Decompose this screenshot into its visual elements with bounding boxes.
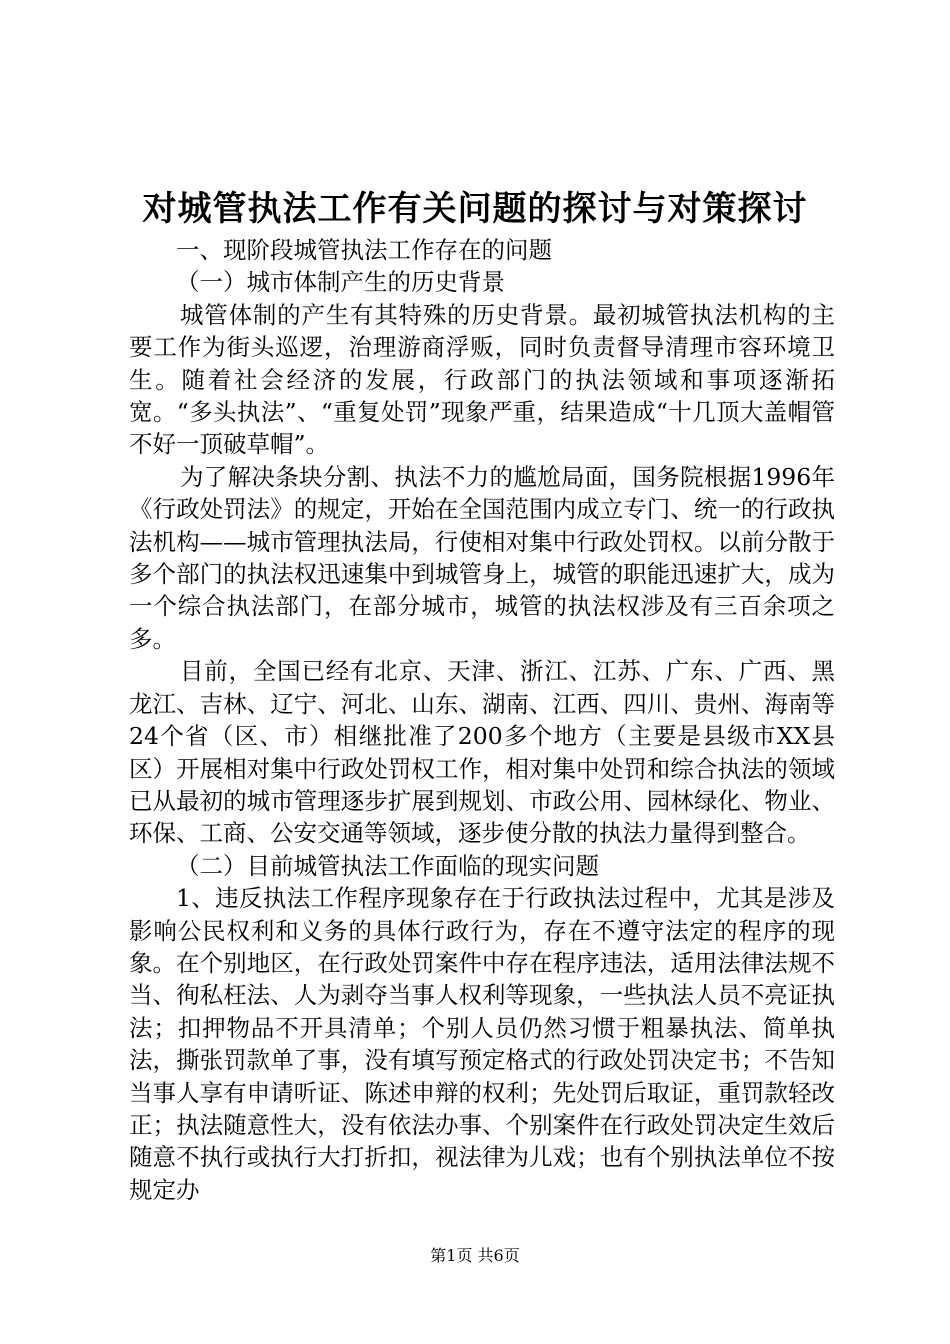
paragraph: 为了解决条块分割、执法不力的尴尬局面，国务院根据1996年《行政处罚法》的规定，开始在全国范围内成立专门、统一的行政执法机构——城市管理执法局，行使相对集中行政处罚权。以前分散于多个部门的执法权迅速集中到城管身上，城管的职能迅速扩大，成为一个综合执法部门，在部分城市，城管的执法权涉及有三百余项之多。 xyxy=(129,462,835,653)
paragraph: 城管体制的产生有其特殊的历史背景。最初城管执法机构的主要工作为街头巡逻，治理游商浮贩，同时负责督导清理市容环境卫生。随着社会经济的发展，行政部门的执法领域和事项逐渐拓宽。“多头执法”、“重复处罚”现象严重，结果造成“十几顶大盖帽管不好一顶破草帽”。 xyxy=(129,300,835,459)
page-footer: 第1页 共6页 xyxy=(430,1246,520,1265)
document-body xyxy=(129,234,835,1206)
paragraph: 目前，全国已经有北京、天津、浙江、江苏、广东、广西、黑龙江、吉林、辽宁、河北、山东、湖南、江西、四川、贵州、海南等24个省（区、市）相继批准了200多个地方（主要是县级市XX县区）开展相对集中行政处罚权工作，相对集中处罚和综合执法的领域已从最初的城市管理逐步扩展到规划、市政公用、园林绿化、物业、环保、工商、公安交通等领域，逐步使分散的执法力量得到整合。 xyxy=(129,657,835,848)
section-heading-1: 一、现阶段城管执法工作存在的问题 xyxy=(176,236,552,264)
paragraph: 1、违反执法工作程序现象存在于行政执法过程中，尤其是涉及影响公民权利和义务的具体行政行为，存在不遵守法定的程序的现象。在个别地区，在行政处罚案件中存在程序违法，适用法律法规不当、徇私枉法、人为剥夺当事人权利等现象，一些执法人员不亮证执法；扣押物品不开具清单；个别人员仍然习惯于粗暴执法、简单执法，撕张罚款单了事，没有填写预定格式的行政处罚决定书；不告知当事人享有申请听证、陈述申辩的权利；先处罚后取证，重罚款轻改正；执法随意性大，没有依法办事、个别案件在行政处罚决定生效后随意不执行或执行大打折扣，视法律为儿戏；也有个别执法单位不按规定办 xyxy=(129,884,835,1204)
subsection-heading-1: （一）城市体制产生的历史背景 xyxy=(176,268,505,297)
document-title: 对城管执法工作有关问题的探讨与对策探讨 xyxy=(142,189,808,229)
subsection-heading-2: （二）目前城管执法工作面临的现实问题 xyxy=(176,851,599,880)
